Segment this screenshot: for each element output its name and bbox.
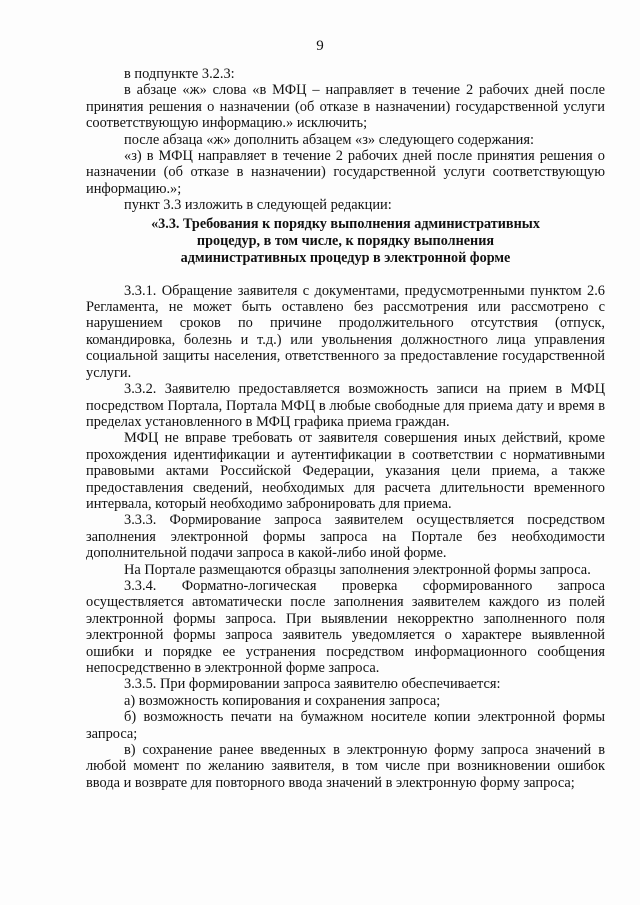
body-paragraph: 3.3.5. При формировании запроса заявителю обеспечивается: xyxy=(124,676,501,693)
body-paragraph: 3.3.2. Заявителю предоставляется возможность записи на прием в МФЦ посредством Портала, Портала МФЦ в любые свободные для приема дату и время в пределах установленного в МФЦ графика приема граждан. xyxy=(86,381,605,430)
body-paragraph: 3.3.1. Обращение заявителя с документами, предусмотренными пунктом 2.6 Регламента, не может быть оставлено без рассмотрения или рассмотрено с нарушением сроков по причине продолжительного отсутствия (отпуск, командировка, болезнь и т.д.) или увольнения должностного лица управления социальной защиты населения, ответственного за предоставление государственной услуги. xyxy=(86,282,605,381)
body-paragraph: На Портале размещаются образцы заполнения электронной формы запроса. xyxy=(124,561,591,578)
list-item: в) сохранение ранее введенных в электронную форму запроса значений в любой момент по желанию заявителя, в том числе при возникновении ошибок ввода и возврате для повторного ввода значений в электронную форму запроса; xyxy=(86,742,605,791)
list-item: а) возможность копирования и сохранения запроса; xyxy=(124,692,441,709)
body-paragraph: МФЦ не вправе требовать от заявителя совершения иных действий, кроме прохождения идентификации и аутентификации в соответствии с нормативными правовыми актами Российской Федерации, указания цели приема, а также предоставления сведений, необходимых для расчета длительности временного интервала, который необходимо забронировать для приема. xyxy=(86,430,605,512)
intro-paragraph: пункт 3.3 изложить в следующей редакции: xyxy=(124,197,392,214)
intro-paragraph: после абзаца «ж» дополнить абзацем «з» следующего содержания: xyxy=(124,131,534,148)
intro-paragraph: «з) в МФЦ направляет в течение 2 рабочих дней после принятия решения о назначении (об отказе в назначении) государственной услуги соответствующую информацию.»; xyxy=(86,148,605,197)
document-body xyxy=(86,66,605,791)
section-heading-line: «3.3. Требования к порядку выполнения административных xyxy=(151,215,540,232)
page-number: 9 xyxy=(316,38,324,54)
body-paragraph: 3.3.3. Формирование запроса заявителем осуществляется посредством заполнения электронной формы запроса на Портале без необходимости дополнительной подачи запроса в какой-либо иной форме. xyxy=(86,512,605,562)
section-heading xyxy=(86,216,605,267)
intro-paragraph: в подпункте 3.2.3: xyxy=(124,66,235,82)
intro-paragraph: в абзаце «ж» слова «в МФЦ – направляет в течение 2 рабочих дней после принятия решения о назначении (об отказе в назначении) государственной услуги соответствующую информацию.» исключить; xyxy=(86,82,605,132)
section-heading-line: административных процедур в электронной форме xyxy=(180,249,511,266)
body-paragraph: 3.3.4. Форматно-логическая проверка сформированного запроса осуществляется автоматически после заполнения заявителем каждого из полей электронной формы запроса. При выявлении некорректно заполненного поля электронной формы запроса заявитель уведомляется о характере выявленной ошибки и порядке ее устранения посредством информационного сообщения непосредственно в электронной форме запроса. xyxy=(86,577,605,676)
list-item: б) возможность печати на бумажном носителе копии электронной формы запроса; xyxy=(86,709,605,742)
section-heading-line: процедур, в том числе, к порядку выполнения xyxy=(196,232,495,249)
